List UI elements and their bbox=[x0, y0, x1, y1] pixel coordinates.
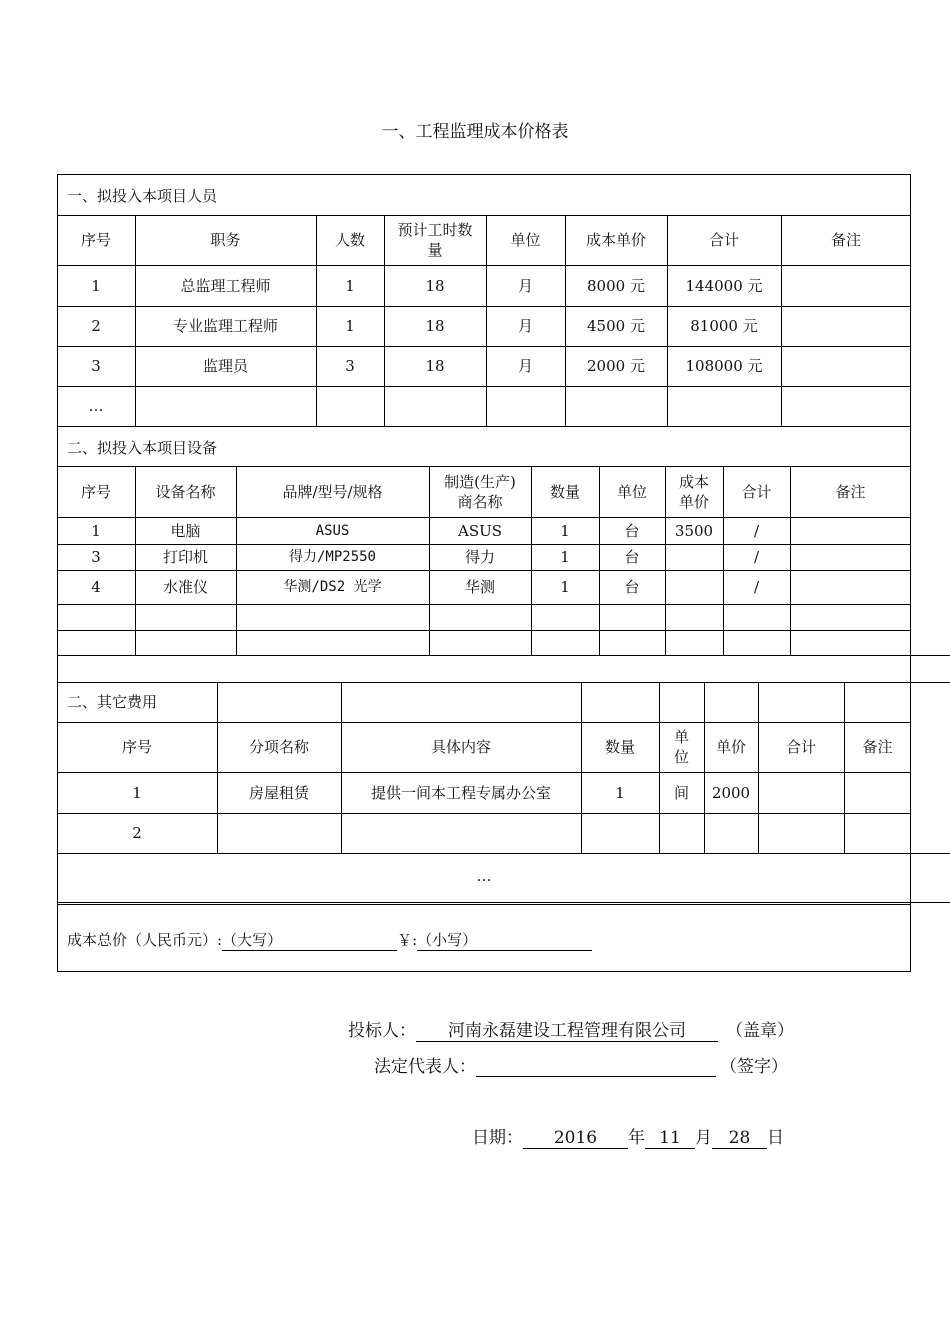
personnel-header-cell: 单位 bbox=[510, 231, 541, 249]
representative-label: 法定代表人： bbox=[374, 1057, 476, 1077]
personnel-header-cell: 合计 bbox=[708, 231, 739, 249]
date-month[interactable]: 11 bbox=[645, 1128, 695, 1149]
other-row-cell: 1 bbox=[132, 783, 142, 802]
personnel-row-cell: 2000 元 bbox=[587, 357, 645, 375]
personnel-row-cell: 专业监理工程师 bbox=[172, 317, 278, 335]
equipment-row-cell: 电脑 bbox=[170, 521, 201, 540]
other-header-cell: 备注 bbox=[862, 738, 893, 756]
equipment-row-cell bbox=[723, 604, 790, 630]
personnel-header-line: 量 bbox=[427, 241, 443, 259]
other-header-cell: 单价 bbox=[715, 738, 746, 756]
equipment-row-cell bbox=[665, 570, 723, 604]
personnel-row-cell: 1 bbox=[345, 276, 355, 295]
equipment-header-cell: 数量 bbox=[549, 482, 580, 501]
personnel-bottom-rule bbox=[57, 426, 911, 427]
other-row-cell bbox=[659, 813, 704, 853]
personnel-section-title: 一、拟投入本项目人员 bbox=[67, 187, 218, 205]
personnel-header-cell: 人数 bbox=[334, 231, 365, 249]
other-header-cell: 分项名称 bbox=[248, 738, 309, 756]
other-title-row-vline bbox=[341, 682, 342, 722]
date-day-unit: 日 bbox=[767, 1128, 784, 1148]
personnel-row-cell bbox=[781, 386, 911, 426]
equipment-row-cell bbox=[790, 630, 911, 655]
other-row-cell: 房屋租赁 bbox=[248, 783, 309, 802]
equipment-row-cell: 4 bbox=[91, 578, 101, 596]
total-label: 成本总价（人民币元）: bbox=[67, 931, 223, 949]
personnel-row-cell: 108000 元 bbox=[685, 357, 763, 375]
other-header-cell: 合计 bbox=[785, 738, 816, 756]
other-header-cell bbox=[659, 722, 704, 772]
equipment-row-cell bbox=[135, 630, 236, 655]
equipment-row-cell: 打印机 bbox=[162, 548, 208, 566]
equipment-header-cell: 备注 bbox=[835, 482, 866, 501]
other-section-title: 二、其它费用 bbox=[67, 693, 158, 711]
equipment-header-cell: 序号 bbox=[80, 482, 111, 501]
other-row-cell bbox=[844, 772, 911, 813]
other-row-cell bbox=[758, 772, 844, 813]
other-row-cell: 1 bbox=[615, 783, 625, 802]
personnel-row-cell: 18 bbox=[425, 276, 445, 295]
other-row-cell bbox=[704, 813, 758, 853]
other-row-cell bbox=[844, 813, 911, 853]
equipment-bottom-rule bbox=[57, 655, 950, 656]
personnel-row-cell: 18 bbox=[425, 317, 445, 335]
equipment-header-line: 制造(生产) bbox=[444, 472, 516, 491]
equipment-row-cell: / bbox=[753, 548, 760, 566]
other-header-line: 位 bbox=[673, 748, 689, 766]
personnel-row-cell: 监理员 bbox=[202, 357, 248, 375]
personnel-row-cell bbox=[781, 306, 911, 346]
equipment-row-cell: ASUS bbox=[315, 522, 350, 539]
personnel-row-cell: 2 bbox=[91, 317, 101, 335]
date-year-unit: 年 bbox=[628, 1128, 645, 1148]
equipment-row-cell bbox=[665, 604, 723, 630]
personnel-row-cell: 144000 元 bbox=[685, 276, 763, 295]
personnel-row-cell: 总监理工程师 bbox=[180, 276, 271, 295]
total-upper-field[interactable] bbox=[222, 929, 397, 951]
personnel-row-cell: 月 bbox=[517, 276, 533, 295]
personnel-row-cell bbox=[565, 386, 667, 426]
other-row-cell: 2 bbox=[132, 824, 142, 842]
equipment-row-cell bbox=[531, 604, 599, 630]
total-top-rule bbox=[57, 904, 911, 905]
equipment-row-cell: 华测/DS2 光学 bbox=[283, 579, 382, 595]
other-header-line: 单 bbox=[673, 728, 689, 746]
personnel-row-cell bbox=[384, 386, 486, 426]
equipment-row-cell: ASUS bbox=[457, 521, 503, 540]
personnel-row-cell: 18 bbox=[425, 357, 445, 375]
equipment-row-cell bbox=[429, 604, 531, 630]
other-title-row-vline bbox=[844, 682, 845, 722]
personnel-row-cell bbox=[486, 386, 565, 426]
personnel-row-cell bbox=[667, 386, 781, 426]
personnel-row-cell: 1 bbox=[91, 276, 101, 295]
equipment-header-line: 商名称 bbox=[457, 492, 503, 511]
equipment-row-cell bbox=[236, 604, 429, 630]
equipment-row-cell: 台 bbox=[624, 578, 640, 596]
equipment-row-cell: 3 bbox=[91, 548, 101, 566]
equipment-header-line: 成本 bbox=[678, 472, 709, 491]
equipment-header-cell: 合计 bbox=[741, 482, 772, 501]
equipment-row-cell bbox=[665, 544, 723, 570]
personnel-header-cell: 职务 bbox=[210, 231, 241, 249]
equipment-header-cell bbox=[665, 466, 723, 517]
equipment-row-cell: 1 bbox=[560, 548, 570, 566]
personnel-header-cell: 成本单价 bbox=[585, 231, 646, 249]
bidder-suffix: （盖章） bbox=[726, 1021, 794, 1041]
equipment-row-cell: / bbox=[753, 521, 760, 540]
date-year[interactable]: 2016 bbox=[523, 1128, 628, 1149]
personnel-row-cell bbox=[781, 346, 911, 386]
personnel-header-cell: 备注 bbox=[830, 231, 861, 249]
other-title-row-vline bbox=[704, 682, 705, 722]
other-row-cell bbox=[758, 813, 844, 853]
equipment-row-cell bbox=[135, 604, 236, 630]
equipment-row-cell bbox=[531, 630, 599, 655]
other-header-cell: 序号 bbox=[121, 738, 152, 756]
other-ellipsis: … bbox=[476, 867, 492, 885]
personnel-row-cell: … bbox=[88, 397, 104, 415]
other-title-row-vline bbox=[659, 682, 660, 722]
personnel-header-cell bbox=[384, 215, 486, 265]
equipment-row-cell: 1 bbox=[91, 521, 101, 540]
equipment-row-cell bbox=[57, 604, 135, 630]
date-day[interactable]: 28 bbox=[712, 1128, 767, 1149]
total-upper-label: （大写） bbox=[222, 931, 283, 949]
equipment-row-cell: 得力 bbox=[464, 548, 495, 566]
date-month-unit: 月 bbox=[695, 1128, 712, 1148]
equipment-row-cell bbox=[57, 630, 135, 655]
equipment-row-cell: 华测 bbox=[464, 578, 495, 596]
date-line bbox=[472, 1123, 784, 1149]
other-ellipsis-bottom-rule bbox=[57, 902, 950, 903]
other-row-cell: 提供一间本工程专属办公室 bbox=[370, 783, 551, 802]
equipment-row-cell: 水准仪 bbox=[162, 578, 208, 596]
personnel-header-cell: 序号 bbox=[80, 231, 111, 249]
equipment-header-cell: 品牌/型号/规格 bbox=[282, 482, 383, 501]
personnel-row-cell bbox=[781, 265, 911, 306]
equipment-row-cell bbox=[723, 630, 790, 655]
personnel-row-cell: 3 bbox=[91, 357, 101, 375]
equipment-header-cell: 单位 bbox=[616, 482, 647, 501]
other-row-cell: 2000 bbox=[711, 783, 751, 802]
personnel-row-cell: 月 bbox=[517, 357, 533, 375]
personnel-header-line: 预计工时数 bbox=[397, 221, 473, 239]
other-title-row-vline bbox=[758, 682, 759, 722]
bidder-value[interactable]: 河南永磊建设工程管理有限公司 bbox=[416, 1016, 718, 1042]
equipment-row-cell bbox=[790, 570, 911, 604]
equipment-header-cell bbox=[429, 466, 531, 517]
representative-suffix: （签字） bbox=[720, 1057, 788, 1077]
equipment-row-cell bbox=[599, 630, 665, 655]
other-title-row-vline bbox=[217, 682, 218, 722]
other-row-cell: 间 bbox=[673, 783, 689, 802]
equipment-row-cell bbox=[790, 544, 911, 570]
equipment-header-line: 单价 bbox=[678, 492, 709, 511]
representative-line bbox=[374, 1052, 788, 1077]
bidder-label: 投标人： bbox=[348, 1021, 416, 1041]
personnel-row-cell: 8000 元 bbox=[587, 276, 645, 295]
equipment-row-cell: / bbox=[753, 578, 760, 596]
equipment-row-cell bbox=[790, 517, 911, 544]
equipment-header-cell: 设备名称 bbox=[155, 482, 216, 501]
personnel-row-cell: 4500 元 bbox=[587, 317, 645, 335]
equipment-row-cell: 3500 bbox=[674, 521, 714, 540]
equipment-row-cell: 1 bbox=[560, 578, 570, 596]
personnel-row-cell: 81000 元 bbox=[690, 317, 758, 335]
personnel-row-cell: 3 bbox=[345, 357, 355, 375]
personnel-row-cell bbox=[316, 386, 384, 426]
bidder-line bbox=[348, 1016, 794, 1042]
other-row-cell bbox=[581, 813, 659, 853]
equipment-row-cell: 台 bbox=[624, 521, 640, 540]
equipment-row-cell bbox=[665, 630, 723, 655]
other-row-cell bbox=[341, 813, 581, 853]
representative-field[interactable] bbox=[476, 1056, 716, 1077]
other-header-cell: 具体内容 bbox=[430, 738, 491, 756]
equipment-row-cell: 1 bbox=[560, 521, 570, 540]
total-lower-label: （小写） bbox=[417, 931, 478, 949]
total-lower-field[interactable] bbox=[417, 929, 592, 951]
other-header-cell: 数量 bbox=[604, 738, 635, 756]
date-label: 日期： bbox=[472, 1128, 523, 1148]
other-rows-bottom-rule bbox=[57, 853, 950, 854]
personnel-row-cell: 月 bbox=[517, 317, 533, 335]
blank-row-bottom-rule bbox=[57, 682, 950, 683]
equipment-row-cell: 得力/MP2550 bbox=[288, 549, 376, 565]
equipment-row-cell bbox=[236, 630, 429, 655]
equipment-row-cell bbox=[429, 630, 531, 655]
personnel-row-cell bbox=[135, 386, 316, 426]
personnel-row-cell: 1 bbox=[345, 317, 355, 335]
total-line bbox=[67, 929, 592, 951]
other-title-row-vline bbox=[581, 682, 582, 722]
equipment-row-cell bbox=[790, 604, 911, 630]
equipment-section-title: 二、拟投入本项目设备 bbox=[67, 439, 218, 457]
other-row-cell bbox=[217, 813, 341, 853]
total-yen-label: ￥: bbox=[397, 931, 418, 949]
equipment-row-cell: 台 bbox=[624, 548, 640, 566]
equipment-row-cell bbox=[599, 604, 665, 630]
page-title: 一、工程监理成本价格表 bbox=[381, 122, 569, 142]
